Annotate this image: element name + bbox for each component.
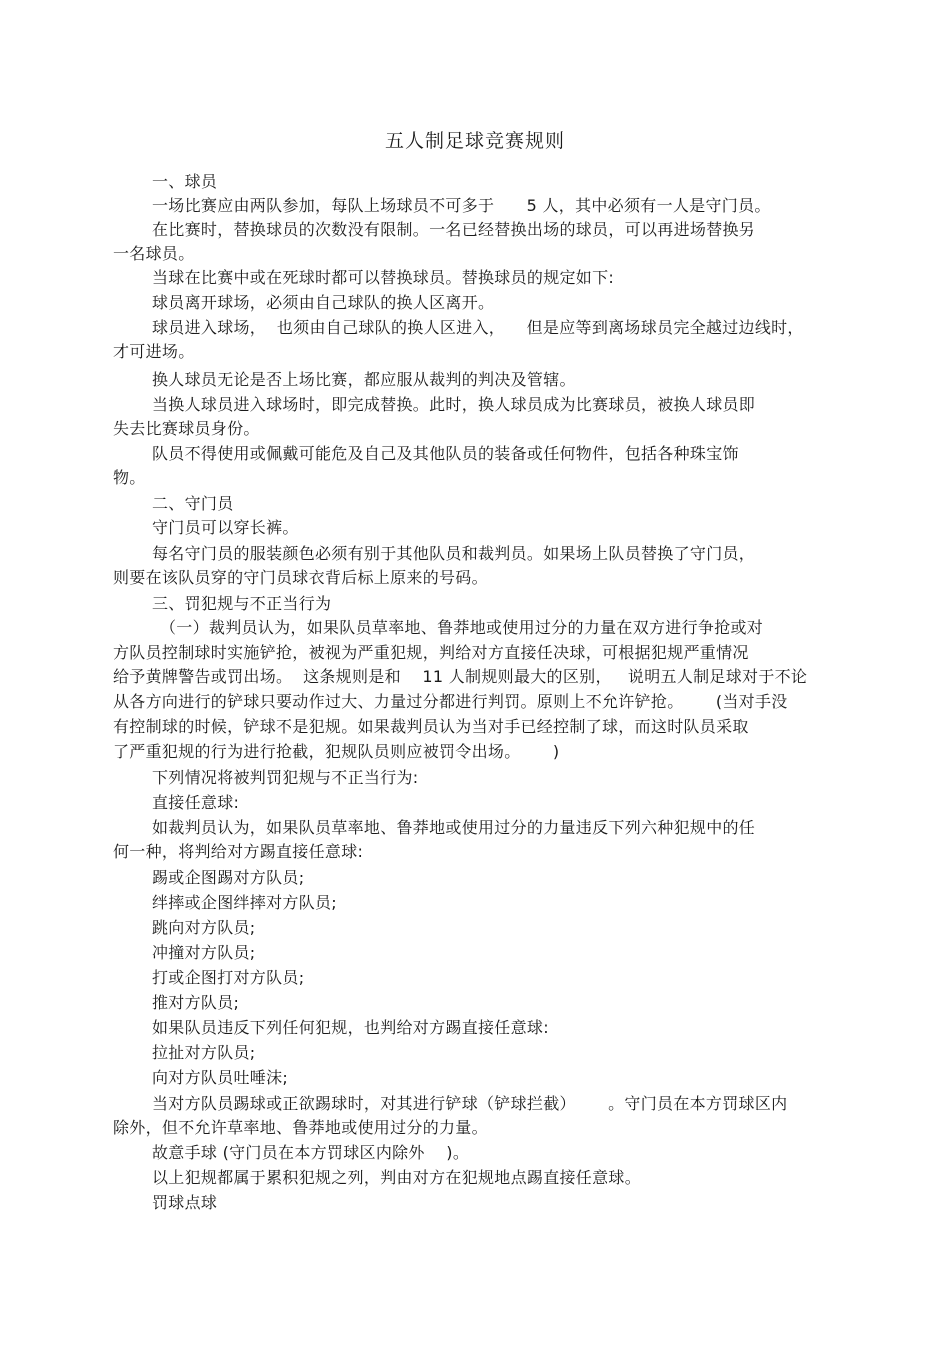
paragraph-line: 球员离开球场，必须由自己球队的换人区离开。 [152,293,495,312]
document-title: 五人制足球竞赛规则 [384,130,565,152]
paragraph-line: 当球在比赛中或在死球时都可以替换球员。替换球员的规定如下: [152,268,615,287]
paragraph-line: 当换人球员进入球场时，即完成替换。此时，换人球员成为比赛球员，被换人球员即 [152,395,756,414]
paragraph-line: 每名守门员的服装颜色必须有别于其他队员和裁判员。如果场上队员替换了守门员， [152,544,756,563]
paragraph-line: 故意手球 (守门员在本方罚球区内除外 )。 [152,1143,470,1162]
paragraph-line: 守门员可以穿长裤。 [152,518,299,537]
list-item: 冲撞对方队员; [152,943,256,962]
paragraph-line: 了严重犯规的行为进行抢截，犯规队员则应被罚令出场。 ) [113,742,560,761]
paragraph-line: 给予黄牌警告或罚出场。 这条规则是和 11 人制规则最大的区别， 说明五人制足球对于不论 [113,667,808,686]
list-item: 绊摔或企图绊摔对方队员; [152,893,337,912]
paragraph-line: （一）裁判员认为，如果队员草率地、鲁莽地或使用过分的力量在双方进行争抢或对 [160,618,764,637]
paragraph-line: 当对方队员踢球或正欲踢球时，对其进行铲球（铲球拦截） 。守门员在本方罚球区内 [152,1094,788,1113]
paragraph-line: 有控制球的时候，铲球不是犯规。如果裁判员认为当对手已经控制了球，而这时队员采取 [113,717,749,736]
list-item: 拉扯对方队员; [152,1043,256,1062]
paragraph-line: 何一种，将判给对方踢直接任意球: [113,842,364,861]
paragraph-line: 一场比赛应由两队参加，每队上场球员不可多于 5 人，其中必须有一人是守门员。 [152,196,771,215]
section-heading-players: 一、球员 [152,172,218,191]
paragraph-line: 物。 [113,468,146,487]
paragraph-line: 以上犯规都属于累积犯规之列，判由对方在犯规地点踢直接任意球。 [152,1168,642,1187]
paragraph-line: 如果队员违反下列任何犯规，也判给对方踢直接任意球: [152,1018,549,1037]
list-item: 踢或企图踢对方队员; [152,868,305,887]
section-heading-fouls: 三、罚犯规与不正当行为 [152,594,332,613]
subheading-direct-free-kick: 直接任意球: [152,793,240,812]
list-item: 推对方队员; [152,993,240,1012]
paragraph-line: 方队员控制球时实施铲抢，被视为严重犯规，判给对方直接任决球，可根据犯规严重情况 [113,643,749,662]
paragraph-line: 如裁判员认为，如果队员草率地、鲁莽地或使用过分的力量违反下列六种犯规中的任 [152,818,756,837]
list-item: 跳向对方队员; [152,918,256,937]
subheading-penalty-kick: 罚球点球 [152,1193,218,1212]
paragraph-line: 队员不得使用或佩戴可能危及自己及其他队员的装备或任何物件，包括各种珠宝饰 [152,444,739,463]
paragraph-line: 从各方向进行的铲球只要动作过大、力量过分都进行判罚。原则上不允许铲抢。 (当对手没 [113,692,788,711]
list-item: 打或企图打对方队员; [152,968,305,987]
paragraph-line: 除外，但不允许草率地、鲁莽地或使用过分的力量。 [113,1118,488,1137]
list-item: 向对方队员吐唾沫; [152,1068,289,1087]
section-heading-goalkeeper: 二、守门员 [152,494,234,513]
paragraph-line: 在比赛时，替换球员的次数没有限制。一名已经替换出场的球员，可以再进场替换另 [152,220,756,239]
paragraph-line: 一名球员。 [113,244,195,263]
paragraph-line: 下列情况将被判罚犯规与不正当行为: [152,768,419,787]
paragraph-line: 球员进入球场， 也须由自己球队的换人区进入， 但是应等到离场球员完全越过边线时， [152,318,804,337]
paragraph-line: 则要在该队员穿的守门员球衣背后标上原来的号码。 [113,568,488,587]
paragraph-line: 才可进场。 [113,342,195,361]
paragraph-line: 失去比赛球员身份。 [113,419,260,438]
paragraph-line: 换人球员无论是否上场比赛，都应服从裁判的判决及管辖。 [152,370,576,389]
